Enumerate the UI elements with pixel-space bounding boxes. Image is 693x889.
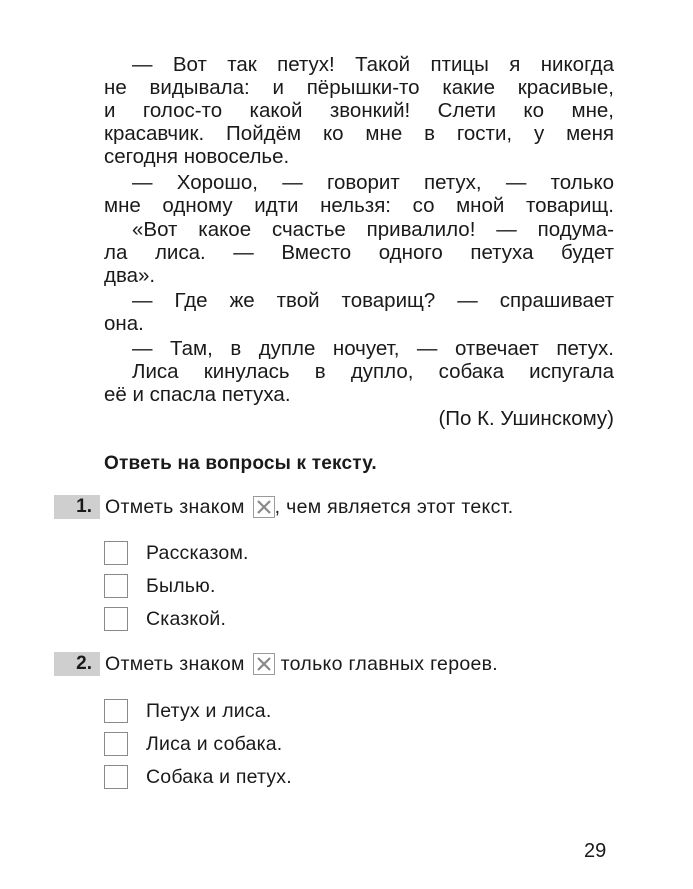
story-attribution: (По К. Ушинскому) <box>438 407 614 430</box>
story-line: — Там, в дупле ночует, — отвечает петух. <box>132 337 614 360</box>
instruction-text: , чем является этот текст. <box>274 495 514 518</box>
option-item[interactable] <box>104 573 216 599</box>
option-label: Собака и петух. <box>146 765 292 788</box>
cross-mark-icon <box>253 653 275 675</box>
page-number: 29 <box>584 840 607 862</box>
instruction-text: только главных героев. <box>280 652 499 675</box>
option-item[interactable] <box>104 606 226 632</box>
answer-checkbox[interactable] <box>104 607 128 631</box>
questions-heading: Ответь на вопросы к тексту. <box>104 453 377 474</box>
task-1 <box>54 494 634 520</box>
story-line: «Вот какое счастье привалило! — подума- <box>132 218 614 241</box>
story-line: мне одному идти нельзя: со мной товарищ. <box>104 194 614 217</box>
story-line: — Хорошо, — говорит петух, — только <box>132 171 614 194</box>
instruction-text: Отметь знаком <box>105 495 245 518</box>
task-instruction <box>105 496 513 519</box>
story-line: ла лиса. — Вместо одного петуха будет <box>104 241 614 264</box>
option-label: Лиса и собака. <box>146 732 283 755</box>
option-item[interactable] <box>104 764 292 790</box>
story-line: её и спасла петуха. <box>104 383 291 406</box>
option-item[interactable] <box>104 731 282 757</box>
instruction-text: Отметь знаком <box>105 652 245 675</box>
cross-mark-icon <box>253 496 275 518</box>
option-label: Сказкой. <box>146 607 227 630</box>
story-line: она. <box>104 312 144 335</box>
story-line: и голос-то какой звонкий! Слети ко мне, <box>104 99 614 122</box>
story-line: не видывала: и пёрышки-то какие красивые, <box>104 76 614 99</box>
option-label: Былью. <box>146 574 216 597</box>
answer-checkbox[interactable] <box>104 765 128 789</box>
task-number: 1. <box>54 495 100 519</box>
option-item[interactable] <box>104 540 249 566</box>
task-2 <box>54 651 634 677</box>
story-line: — Где же твой товарищ? — спрашивает <box>132 289 614 312</box>
answer-checkbox[interactable] <box>104 699 128 723</box>
story-line: сегодня новоселье. <box>104 145 290 168</box>
story-line: два». <box>104 264 156 287</box>
answer-checkbox[interactable] <box>104 541 128 565</box>
option-item[interactable] <box>104 698 271 724</box>
task-number: 2. <box>54 652 100 676</box>
story-line: Лиса кинулась в дупло, собака испугала <box>132 360 614 383</box>
option-label: Петух и лиса. <box>146 699 272 722</box>
option-label: Рассказом. <box>146 541 249 564</box>
story-line: — Вот так петух! Такой птицы я никогда <box>132 53 614 76</box>
answer-checkbox[interactable] <box>104 732 128 756</box>
task-instruction <box>105 653 498 676</box>
answer-checkbox[interactable] <box>104 574 128 598</box>
story-line: красавчик. Пойдём ко мне в гости, у меня <box>104 122 614 145</box>
